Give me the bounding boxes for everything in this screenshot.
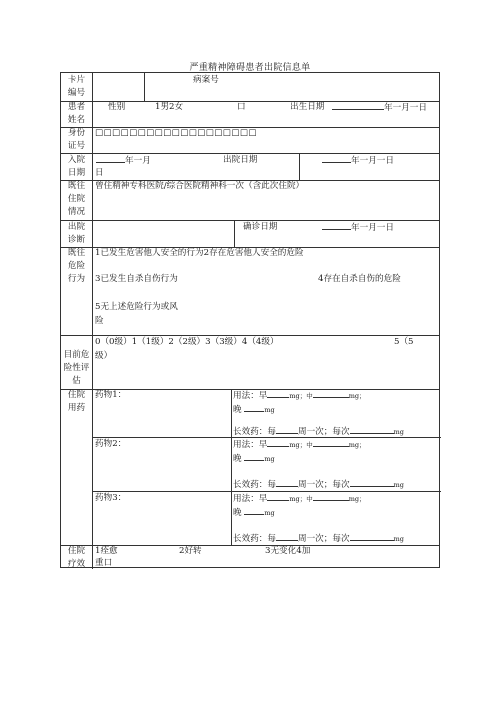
gender-options: 1男2女 bbox=[155, 102, 184, 112]
admit-date-label: 入院 日期 bbox=[67, 155, 86, 178]
label-column-divider bbox=[92, 73, 93, 569]
risk-assessment-label: 目前危 险性评 估 bbox=[63, 350, 90, 386]
medication-label: 住院 用药 bbox=[67, 390, 86, 413]
admit-day-text: 日 bbox=[95, 168, 104, 178]
risk-behavior-label: 既往 危险 行为 bbox=[67, 248, 86, 284]
history-label: 既往 住院 情况 bbox=[67, 181, 86, 217]
drug-1-name[interactable]: 药物1： bbox=[95, 390, 127, 400]
outcome-worsened-cont: 重口 bbox=[95, 558, 113, 568]
risk-level-5-cont: 级） bbox=[95, 351, 113, 361]
patient-name-label: 患者 姓名 bbox=[67, 102, 86, 125]
cell-divider bbox=[234, 220, 235, 247]
risk-option-4[interactable]: 4存在自杀自伤的危险 bbox=[318, 274, 401, 284]
confirm-date-label: 确诊日期 bbox=[243, 222, 278, 232]
drug-2-long-acting[interactable]: 长效药：每 周一次；每次 mg bbox=[233, 480, 404, 490]
drug-1-usage[interactable]: 用法：早 mg；中 mg； bbox=[233, 391, 366, 401]
risk-option-5[interactable]: 5无上述危险行为或风 bbox=[95, 302, 178, 312]
drug-2-evening[interactable]: 晚 mg bbox=[233, 454, 275, 464]
outcome-no-change[interactable]: 3无变化4加 bbox=[265, 546, 311, 556]
cell-divider bbox=[144, 73, 145, 101]
admit-date-field[interactable]: 年一月 bbox=[96, 154, 151, 168]
card-no-label: 卡片 编号 bbox=[67, 75, 86, 98]
outcome-recovered[interactable]: 1痊愈 bbox=[95, 546, 118, 556]
form-title: 严重精神障碍患者出院信息单 bbox=[189, 63, 311, 73]
confirm-date-field[interactable]: 年一月一日 bbox=[322, 221, 394, 235]
drug-3-evening[interactable]: 晚 mg bbox=[233, 508, 275, 518]
risk-level-5[interactable]: 5（5 bbox=[394, 337, 414, 347]
id-number-label: 身份 证号 bbox=[67, 128, 86, 151]
drug-3-name[interactable]: 药物3： bbox=[95, 493, 127, 503]
cell-divider bbox=[231, 389, 232, 545]
risk-option-1-2[interactable]: 1已发生危害他人安全的行为2存在危害他人安全的危险 bbox=[95, 248, 304, 258]
risk-option-3[interactable]: 3已发生自杀自伤行为 bbox=[95, 274, 178, 284]
discharge-date-field[interactable]: 年一月一日 bbox=[322, 154, 394, 168]
drug-1-evening[interactable]: 晚 mg bbox=[233, 405, 275, 415]
diagnosis-label: 出院 诊断 bbox=[67, 222, 86, 245]
record-no-label: 病案号 bbox=[193, 75, 219, 85]
discharge-info-form bbox=[60, 72, 440, 568]
drug-2-name[interactable]: 药物2： bbox=[95, 439, 127, 449]
drug-3-usage[interactable]: 用法：早 mg；中 mg； bbox=[233, 494, 366, 504]
outcome-improved[interactable]: 2好转 bbox=[179, 546, 202, 556]
gender-label: 性别 bbox=[108, 102, 126, 112]
cell-divider bbox=[299, 153, 300, 180]
history-text: 曾住精神专科医院/综合医院精神科一次（含此次住院） bbox=[95, 181, 305, 191]
discharge-date-label: 出院日期 bbox=[223, 155, 258, 165]
drug-3-long-acting[interactable]: 长效药：每 周一次；每次 mg bbox=[233, 534, 404, 544]
birth-date-field[interactable]: 年一月一日 bbox=[332, 101, 427, 115]
risk-levels-0-4[interactable]: 0（0级）1（1级）2（2级）3（3级）4（4级） bbox=[95, 337, 279, 347]
id-number-boxes[interactable]: □□□□□□□□□□□□□□□□□□□ bbox=[95, 128, 257, 138]
risk-option-5-cont: 险 bbox=[95, 316, 104, 326]
drug-2-usage[interactable]: 用法：早 mg；中 mg； bbox=[233, 440, 366, 450]
outcome-label: 住院 疗效 bbox=[67, 546, 86, 569]
gender-checkbox[interactable]: 口 bbox=[237, 102, 246, 112]
birth-date-label: 出生日期 bbox=[290, 102, 325, 112]
drug-1-long-acting[interactable]: 长效药：每 周一次；每次 mg bbox=[233, 427, 404, 437]
